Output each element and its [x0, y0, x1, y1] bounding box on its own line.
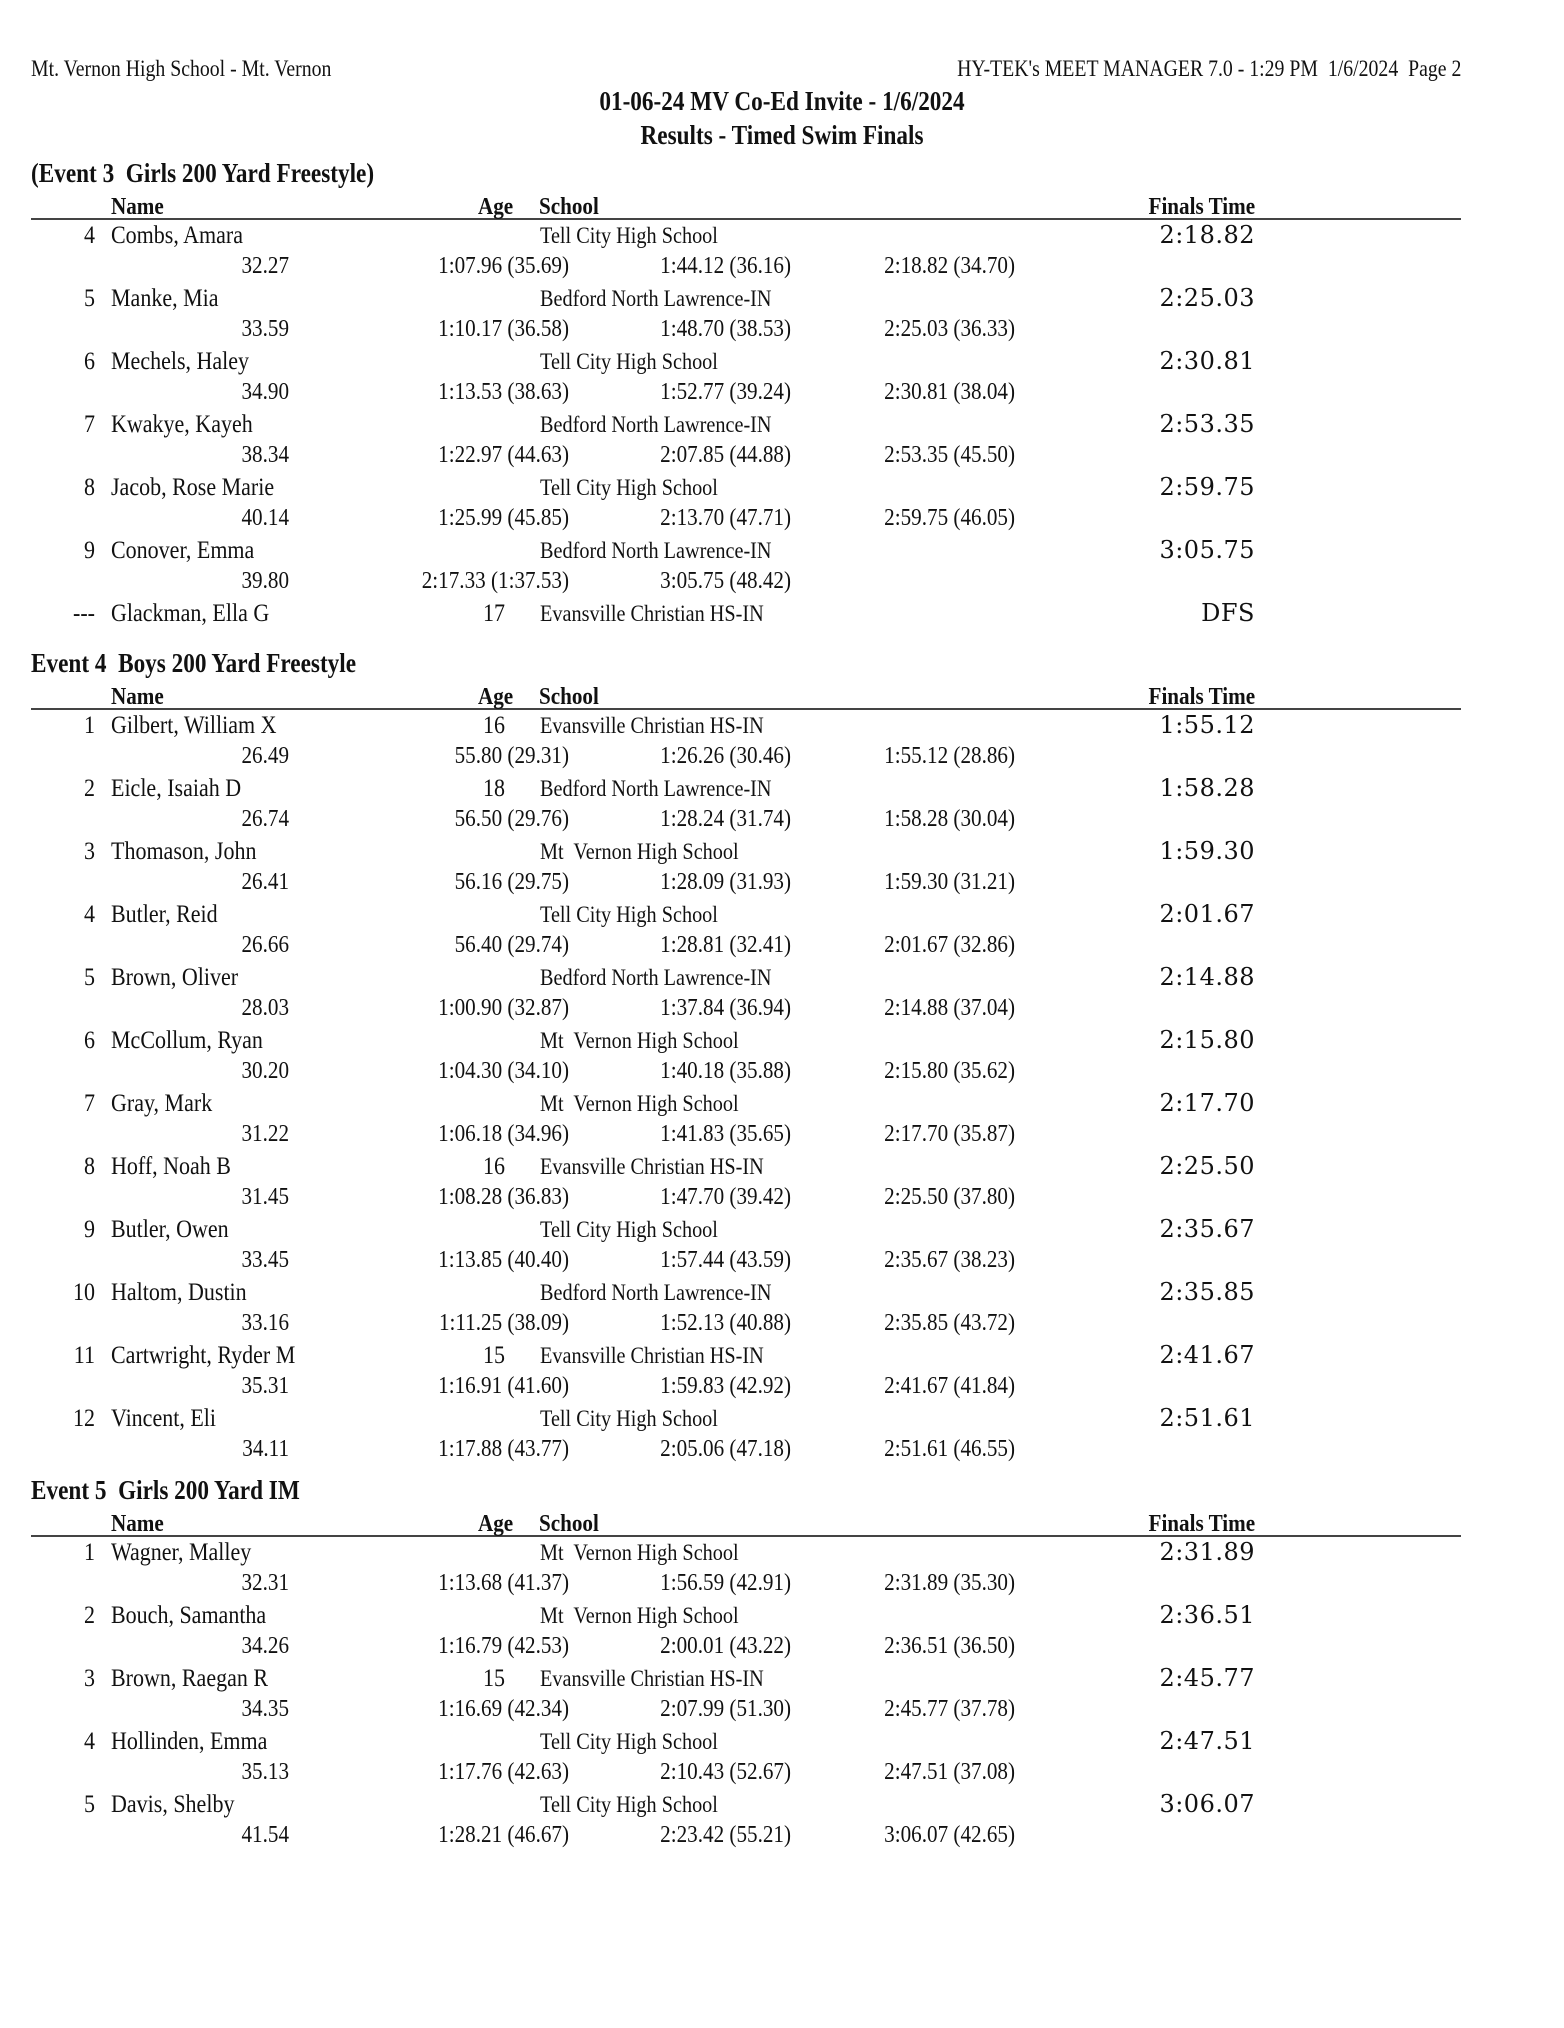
split-time: 41.54 [241, 1822, 289, 1848]
result-place: 8 [84, 1153, 95, 1180]
split-time: 2:59.75 (46.05) [884, 505, 1015, 531]
swimmer-name: Thomason, John [111, 838, 257, 865]
result-entry [31, 1214, 1461, 1277]
split-time: 38.34 [241, 442, 289, 468]
split-time: 2:01.67 (32.86) [884, 932, 1015, 958]
column-header-school: School [539, 194, 599, 220]
result-entry [31, 962, 1461, 1025]
result-place: 5 [84, 1791, 95, 1818]
result-main-row [31, 409, 1461, 440]
swimmer-school: Tell City High School [540, 1406, 718, 1431]
result-main-row [31, 1151, 1461, 1182]
finals-time: 2:59.75 [1159, 473, 1255, 501]
result-entry [31, 1025, 1461, 1088]
result-place: 5 [84, 964, 95, 991]
split-time: 1:25.99 (45.85) [438, 505, 569, 531]
split-time: 2:35.85 (43.72) [884, 1310, 1015, 1336]
split-time: 1:52.13 (40.88) [660, 1310, 791, 1336]
split-time: 1:28.09 (31.93) [660, 869, 791, 895]
result-main-row [31, 472, 1461, 503]
result-place: 9 [84, 537, 95, 564]
split-time: 34.11 [242, 1436, 289, 1462]
split-time: 26.49 [241, 743, 289, 769]
result-entry [31, 773, 1461, 836]
swimmer-name: Butler, Reid [111, 901, 218, 928]
result-main-row [31, 1789, 1461, 1820]
finals-time: 2:36.51 [1159, 1601, 1255, 1629]
split-time: 2:07.99 (51.30) [660, 1696, 791, 1722]
column-header-school: School [539, 684, 599, 710]
splits-row [31, 930, 1461, 961]
result-entry [31, 1600, 1461, 1663]
swimmer-school: Evansville Christian HS-IN [540, 601, 764, 626]
swimmer-name: Hoff, Noah B [111, 1153, 231, 1180]
finals-time: 2:47.51 [1159, 1727, 1255, 1755]
swimmer-school: Evansville Christian HS-IN [540, 713, 764, 738]
column-header-finals-time: Finals Time [1148, 1511, 1255, 1537]
swimmer-school: Mt Vernon High School [540, 839, 739, 864]
result-place: 4 [84, 901, 95, 928]
splits-row [31, 251, 1461, 282]
swimmer-name: Brown, Oliver [111, 964, 239, 991]
split-time: 1:07.96 (35.69) [438, 253, 569, 279]
split-time: 2:18.82 (34.70) [884, 253, 1015, 279]
splits-row [31, 1245, 1461, 1276]
result-entry [31, 1726, 1461, 1789]
split-time: 2:41.67 (41.84) [884, 1373, 1015, 1399]
split-time: 2:53.35 (45.50) [884, 442, 1015, 468]
swimmer-school: Bedford North Lawrence-IN [540, 776, 772, 801]
swimmer-school: Tell City High School [540, 475, 718, 500]
result-main-row [31, 283, 1461, 314]
swimmer-name: Davis, Shelby [111, 1791, 235, 1818]
swimmer-name: Vincent, Eli [111, 1405, 216, 1432]
result-main-row [31, 1537, 1461, 1568]
split-time: 26.66 [241, 932, 289, 958]
result-main-row [31, 710, 1461, 741]
event-title: Event 5 Girls 200 Yard IM [31, 1475, 300, 1505]
splits-row [31, 314, 1461, 345]
splits-row [31, 1308, 1461, 1339]
column-header-school: School [539, 1511, 599, 1537]
split-time: 2:30.81 (38.04) [884, 379, 1015, 405]
result-place: 7 [84, 1090, 95, 1117]
swimmer-school: Bedford North Lawrence-IN [540, 538, 772, 563]
finals-time: 2:17.70 [1159, 1089, 1255, 1117]
column-header-name: Name [111, 1511, 164, 1537]
split-time: 1:52.77 (39.24) [660, 379, 791, 405]
finals-time: 2:25.03 [1159, 284, 1255, 312]
split-time: 1:44.12 (36.16) [660, 253, 791, 279]
swimmer-school: Evansville Christian HS-IN [540, 1666, 764, 1691]
split-time: 2:47.51 (37.08) [884, 1759, 1015, 1785]
event-title: (Event 3 Girls 200 Yard Freestyle) [31, 158, 375, 188]
result-place: 2 [84, 1602, 95, 1629]
result-main-row [31, 346, 1461, 377]
event-section [31, 158, 1461, 630]
result-main-row [31, 962, 1461, 993]
split-time: 34.90 [241, 379, 289, 405]
finals-time: 2:41.67 [1159, 1341, 1255, 1369]
splits-row [31, 1757, 1461, 1788]
result-place: 4 [84, 222, 95, 249]
result-main-row [31, 1340, 1461, 1371]
header-venue: Mt. Vernon High School - Mt. Vernon [31, 56, 332, 81]
swimmer-school: Bedford North Lawrence-IN [540, 286, 772, 311]
swimmer-name: Eicle, Isaiah D [111, 775, 242, 802]
finals-time: 1:55.12 [1159, 711, 1255, 739]
result-main-row [31, 1025, 1461, 1056]
split-time: 40.14 [241, 505, 289, 531]
split-time: 35.31 [241, 1373, 289, 1399]
result-place: 2 [84, 775, 95, 802]
result-entry [31, 1088, 1461, 1151]
swimmer-school: Tell City High School [540, 902, 718, 927]
split-time: 1:08.28 (36.83) [438, 1184, 569, 1210]
split-time: 1:59.30 (31.21) [884, 869, 1015, 895]
split-time: 1:13.53 (38.63) [438, 379, 569, 405]
result-place: 12 [73, 1405, 95, 1432]
swimmer-school: Mt Vernon High School [540, 1603, 739, 1628]
result-place: --- [73, 600, 95, 627]
swimmer-name: Jacob, Rose Marie [111, 474, 275, 501]
result-entry [31, 710, 1461, 773]
column-header-name: Name [111, 684, 164, 710]
split-time: 1:37.84 (36.94) [660, 995, 791, 1021]
split-time: 32.27 [241, 253, 289, 279]
swimmer-school: Bedford North Lawrence-IN [540, 1280, 772, 1305]
result-place: 4 [84, 1728, 95, 1755]
finals-time: 2:45.77 [1159, 1664, 1255, 1692]
result-entry [31, 220, 1461, 283]
column-header-age: Age [478, 684, 514, 710]
split-time: 1:06.18 (34.96) [438, 1121, 569, 1147]
split-time: 1:28.81 (32.41) [660, 932, 791, 958]
split-time: 1:28.21 (46.67) [438, 1822, 569, 1848]
splits-row [31, 1182, 1461, 1213]
split-time: 1:22.97 (44.63) [438, 442, 569, 468]
split-time: 1:10.17 (36.58) [438, 316, 569, 342]
split-time: 2:51.61 (46.55) [884, 1436, 1015, 1462]
splits-row [31, 503, 1461, 534]
result-entry [31, 409, 1461, 472]
results-subtitle: Results - Timed Swim Finals [640, 120, 924, 150]
split-time: 1:17.76 (42.63) [438, 1759, 569, 1785]
split-time: 2:31.89 (35.30) [884, 1570, 1015, 1596]
splits-row [31, 1119, 1461, 1150]
split-time: 2:23.42 (55.21) [660, 1822, 791, 1848]
result-place: 5 [84, 285, 95, 312]
result-entry [31, 598, 1461, 630]
column-header-name: Name [111, 194, 164, 220]
split-time: 33.45 [241, 1247, 289, 1273]
split-time: 2:07.85 (44.88) [660, 442, 791, 468]
split-time: 1:16.79 (42.53) [438, 1633, 569, 1659]
result-place: 8 [84, 474, 95, 501]
result-entry [31, 472, 1461, 535]
swimmer-name: Haltom, Dustin [111, 1279, 247, 1306]
result-place: 3 [84, 1665, 95, 1692]
split-time: 1:57.44 (43.59) [660, 1247, 791, 1273]
swimmer-name: Hollinden, Emma [111, 1728, 268, 1755]
split-time: 33.59 [241, 316, 289, 342]
result-place: 1 [84, 1539, 95, 1566]
split-time: 26.41 [241, 869, 289, 895]
finals-time: 2:14.88 [1159, 963, 1255, 991]
split-time: 1:17.88 (43.77) [438, 1436, 569, 1462]
column-header-age: Age [478, 1511, 514, 1537]
result-main-row [31, 1088, 1461, 1119]
result-main-row [31, 535, 1461, 566]
swimmer-name: McCollum, Ryan [111, 1027, 263, 1054]
result-main-row [31, 836, 1461, 867]
split-time: 1:58.28 (30.04) [884, 806, 1015, 832]
split-time: 1:55.12 (28.86) [884, 743, 1015, 769]
splits-row [31, 1820, 1461, 1851]
result-main-row [31, 1214, 1461, 1245]
finals-time: 2:35.67 [1159, 1215, 1255, 1243]
column-header-finals-time: Finals Time [1148, 684, 1255, 710]
splits-row [31, 440, 1461, 471]
swimmer-school: Mt Vernon High School [540, 1540, 739, 1565]
swimmer-school: Tell City High School [540, 1217, 718, 1242]
split-time: 2:14.88 (37.04) [884, 995, 1015, 1021]
result-entry [31, 535, 1461, 598]
split-time: 2:13.70 (47.71) [660, 505, 791, 531]
split-time: 1:48.70 (38.53) [660, 316, 791, 342]
splits-row [31, 1694, 1461, 1725]
split-time: 1:13.68 (41.37) [438, 1570, 569, 1596]
swimmer-school: Evansville Christian HS-IN [540, 1343, 764, 1368]
swimmer-name: Mechels, Haley [111, 348, 250, 375]
split-time: 2:00.01 (43.22) [660, 1633, 791, 1659]
result-main-row [31, 220, 1461, 251]
result-entry [31, 1403, 1461, 1466]
finals-time: 3:06.07 [1159, 1790, 1255, 1818]
event-title: Event 4 Boys 200 Yard Freestyle [31, 648, 357, 678]
result-place: 3 [84, 838, 95, 865]
swimmer-name: Conover, Emma [111, 537, 255, 564]
finals-time: 2:53.35 [1159, 410, 1255, 438]
swimmer-age: 16 [483, 712, 505, 739]
swimmer-school: Tell City High School [540, 1792, 718, 1817]
finals-time: 2:35.85 [1159, 1278, 1255, 1306]
finals-time: 2:30.81 [1159, 347, 1255, 375]
result-place: 9 [84, 1216, 95, 1243]
finals-time: 2:01.67 [1159, 900, 1255, 928]
result-main-row [31, 1663, 1461, 1694]
swimmer-school: Tell City High School [540, 223, 718, 248]
swimmer-age: 17 [483, 600, 505, 627]
result-entry [31, 899, 1461, 962]
split-time: 1:16.69 (42.34) [438, 1696, 569, 1722]
result-place: 10 [73, 1279, 95, 1306]
result-entry [31, 1151, 1461, 1214]
swimmer-age: 18 [483, 775, 505, 802]
finals-time: 2:25.50 [1159, 1152, 1255, 1180]
splits-row [31, 566, 1461, 597]
split-time: 3:05.75 (48.42) [660, 568, 791, 594]
swimmer-name: Combs, Amara [111, 222, 243, 249]
result-main-row [31, 598, 1461, 629]
split-time: 1:47.70 (39.42) [660, 1184, 791, 1210]
swimmer-school: Mt Vernon High School [540, 1028, 739, 1053]
swimmer-school: Tell City High School [540, 349, 718, 374]
splits-row [31, 741, 1461, 772]
meet-title: 01-06-24 MV Co-Ed Invite - 1/6/2024 [599, 86, 965, 116]
split-time: 1:16.91 (41.60) [438, 1373, 569, 1399]
split-time: 1:28.24 (31.74) [660, 806, 791, 832]
split-time: 2:10.43 (52.67) [660, 1759, 791, 1785]
event-section [31, 1475, 1461, 1852]
splits-row [31, 867, 1461, 898]
finals-time: DFS [1201, 599, 1255, 627]
result-entry [31, 283, 1461, 346]
split-time: 30.20 [241, 1058, 289, 1084]
split-time: 2:45.77 (37.78) [884, 1696, 1015, 1722]
column-header-row [31, 678, 1461, 710]
column-header-row [31, 1505, 1461, 1537]
result-place: 7 [84, 411, 95, 438]
swimmer-name: Butler, Owen [111, 1216, 229, 1243]
split-time: 2:15.80 (35.62) [884, 1058, 1015, 1084]
finals-time: 2:18.82 [1159, 221, 1255, 249]
result-entry [31, 1789, 1461, 1852]
header-software-info: HY-TEK's MEET MANAGER 7.0 - 1:29 PM 1/6/2024 Page 2 [956, 56, 1461, 81]
result-main-row [31, 773, 1461, 804]
splits-row [31, 1568, 1461, 1599]
swimmer-name: Cartwright, Ryder M [111, 1342, 296, 1369]
swimmer-name: Kwakye, Kayeh [111, 411, 253, 438]
split-time: 35.13 [241, 1759, 289, 1785]
split-time: 2:36.51 (36.50) [884, 1633, 1015, 1659]
swimmer-name: Gray, Mark [111, 1090, 213, 1117]
split-time: 55.80 (29.31) [454, 743, 569, 769]
split-time: 3:06.07 (42.65) [884, 1822, 1015, 1848]
split-time: 26.74 [241, 806, 289, 832]
column-header-row [31, 188, 1461, 220]
split-time: 32.31 [241, 1570, 289, 1596]
result-entry [31, 1340, 1461, 1403]
split-time: 31.45 [241, 1184, 289, 1210]
split-time: 1:26.26 (30.46) [660, 743, 791, 769]
swimmer-name: Bouch, Samantha [111, 1602, 267, 1629]
split-time: 39.80 [241, 568, 289, 594]
split-time: 33.16 [241, 1310, 289, 1336]
finals-time: 3:05.75 [1159, 536, 1255, 564]
swimmer-age: 15 [483, 1342, 505, 1369]
finals-time: 2:31.89 [1159, 1538, 1255, 1566]
split-time: 2:17.70 (35.87) [884, 1121, 1015, 1147]
split-time: 56.40 (29.74) [454, 932, 569, 958]
result-place: 1 [84, 712, 95, 739]
splits-row [31, 804, 1461, 835]
result-entry [31, 346, 1461, 409]
result-main-row [31, 1403, 1461, 1434]
result-place: 11 [73, 1342, 95, 1369]
swimmer-school: Mt Vernon High School [540, 1091, 739, 1116]
swimmer-name: Glackman, Ella G [111, 600, 270, 627]
result-entry [31, 836, 1461, 899]
result-entry [31, 1537, 1461, 1600]
splits-row [31, 1056, 1461, 1087]
swimmer-age: 15 [483, 1665, 505, 1692]
finals-time: 1:59.30 [1159, 837, 1255, 865]
result-entry [31, 1663, 1461, 1726]
split-time: 28.03 [241, 995, 289, 1021]
split-time: 1:13.85 (40.40) [438, 1247, 569, 1273]
split-time: 31.22 [241, 1121, 289, 1147]
splits-row [31, 1434, 1461, 1465]
finals-time: 1:58.28 [1159, 774, 1255, 802]
swimmer-school: Bedford North Lawrence-IN [540, 965, 772, 990]
splits-row [31, 377, 1461, 408]
split-time: 1:59.83 (42.92) [660, 1373, 791, 1399]
swimmer-name: Brown, Raegan R [111, 1665, 269, 1692]
result-main-row [31, 1277, 1461, 1308]
finals-time: 2:51.61 [1159, 1404, 1255, 1432]
split-time: 1:00.90 (32.87) [438, 995, 569, 1021]
split-time: 1:04.30 (34.10) [438, 1058, 569, 1084]
swimmer-age: 16 [483, 1153, 505, 1180]
swimmer-name: Manke, Mia [111, 285, 219, 312]
column-header-age: Age [478, 194, 514, 220]
split-time: 1:41.83 (35.65) [660, 1121, 791, 1147]
swimmer-school: Evansville Christian HS-IN [540, 1154, 764, 1179]
result-main-row [31, 899, 1461, 930]
split-time: 2:25.03 (36.33) [884, 316, 1015, 342]
column-header-finals-time: Finals Time [1148, 194, 1255, 220]
swimmer-school: Tell City High School [540, 1729, 718, 1754]
split-time: 2:25.50 (37.80) [884, 1184, 1015, 1210]
split-time: 2:05.06 (47.18) [660, 1436, 791, 1462]
split-time: 1:56.59 (42.91) [660, 1570, 791, 1596]
swimmer-name: Wagner, Malley [111, 1539, 252, 1566]
split-time: 1:11.25 (38.09) [438, 1310, 569, 1336]
split-time: 34.35 [241, 1696, 289, 1722]
split-time: 1:40.18 (35.88) [660, 1058, 791, 1084]
split-time: 2:17.33 (1:37.53) [421, 568, 569, 594]
splits-row [31, 1631, 1461, 1662]
finals-time: 2:15.80 [1159, 1026, 1255, 1054]
split-time: 56.50 (29.76) [454, 806, 569, 832]
event-section [31, 648, 1461, 1466]
result-entry [31, 1277, 1461, 1340]
result-place: 6 [84, 348, 95, 375]
result-place: 6 [84, 1027, 95, 1054]
splits-row [31, 1371, 1461, 1402]
swimmer-name: Gilbert, William X [111, 712, 277, 739]
result-main-row [31, 1726, 1461, 1757]
split-time: 34.26 [241, 1633, 289, 1659]
swimmer-school: Bedford North Lawrence-IN [540, 412, 772, 437]
result-main-row [31, 1600, 1461, 1631]
split-time: 2:35.67 (38.23) [884, 1247, 1015, 1273]
split-time: 56.16 (29.75) [454, 869, 569, 895]
splits-row [31, 993, 1461, 1024]
